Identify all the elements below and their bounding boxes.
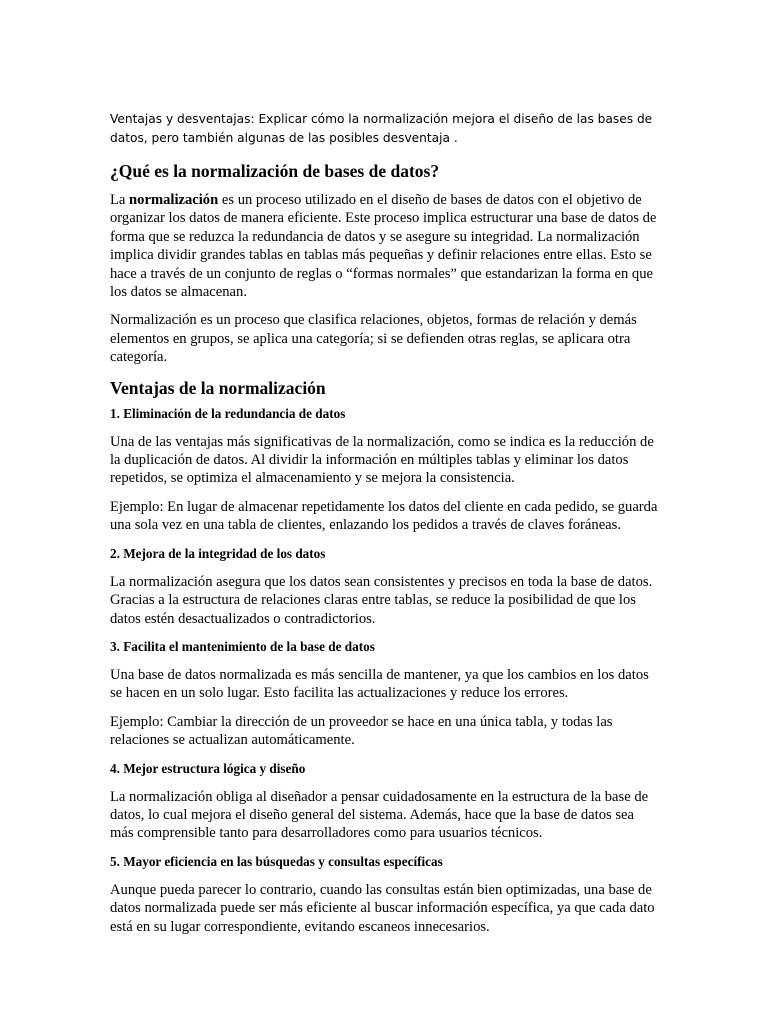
advantage-paragraph: Una de las ventajas más significativas de la normalización, como se indica es la reducción de la duplicación de datos. Al dividir la información en múltiples tablas y eliminar los datos repetidos, se optimiza el almacenamiento y se mejora la consistencia. (110, 433, 654, 487)
section-heading-what-is: ¿Qué es la normalización de bases de datos? (110, 161, 440, 181)
advantage-paragraph: Aunque pueda parecer lo contrario, cuando las consultas están bien optimizadas, una base de datos normalizada puede ser más eficiente al buscar información específica, ya que cada dato está en su lugar correspondiente, evitando escaneos innecesarios. (110, 881, 655, 935)
bold-term-normalizacion: normalización (129, 192, 219, 208)
paragraph-definition (110, 191, 658, 301)
advantage-paragraph: Una base de datos normalizada es más sencilla de mantener, ya que los cambios en los datos se hacen en un solo lugar. Esto facilita las actualizaciones y reduce los errores. (110, 666, 649, 702)
advantage-example: Ejemplo: Cambiar la dirección de un proveedor se hace en una única tabla, y todas las relaciones se actualizan automáticamente. (110, 713, 613, 749)
advantage-example: Ejemplo: En lugar de almacenar repetidamente los datos del cliente en cada pedido, se guarda una sola vez en una tabla de clientes, enlazando los pedidos a través de claves foráneas. (110, 498, 658, 534)
advantage-title: 4. Mejor estructura lógica y diseño (110, 760, 306, 776)
advantage-title: 2. Mejora de la integridad de los datos (110, 545, 326, 561)
advantage-title: 1. Eliminación de la redundancia de datos (110, 405, 346, 421)
intro-text: Ventajas y desventajas: Explicar cómo la normalización mejora el diseño de las bases de datos, pero también algunas de las posibles desventaja . (110, 112, 653, 145)
paragraph-classification: Normalización es un proceso que clasifica relaciones, objetos, formas de relación y demás elementos en grupos, se aplica una categoría; si se defienden otras reglas, se aplicara otra categoría. (110, 312, 637, 366)
document-page (110, 110, 658, 946)
advantage-title: 3. Facilita el mantenimiento de la base de datos (110, 638, 375, 654)
advantage-paragraph: La normalización obliga al diseñador a pensar cuidadosamente en la estructura de la base de datos, lo cual mejora el diseño general del sistema. Además, hace que la base de datos sea más comprensible tanto para desarrolladores como para usuarios técnicos. (110, 788, 649, 842)
advantage-paragraph: La normalización asegura que los datos sean consistentes y precisos en toda la base de datos. Gracias a la estructura de relaciones claras entre tablas, se reduce la posibilidad de que los datos estén desactualizados o contradictorios. (110, 573, 653, 627)
paragraph-definition-lead: La (110, 192, 130, 208)
paragraph-definition-rest: es un proceso utilizado en el diseño de bases de datos con el objetivo de organizar los datos de manera eficiente. Este proceso implica estructurar una base de datos de forma que se reduzca la redundancia de datos y se asegure su integridad. La normalización implica dividir grandes tablas en tablas más pequeñas y definir relaciones entre ellas. Esto se hace a través de un conjunto de reglas o “formas normales” que estandarizan la forma en que los datos se almacenan. (110, 192, 657, 301)
section-heading-advantages: Ventajas de la normalización (110, 377, 326, 398)
advantage-title: 5. Mayor eficiencia en las búsquedas y consultas específicas (110, 853, 443, 869)
